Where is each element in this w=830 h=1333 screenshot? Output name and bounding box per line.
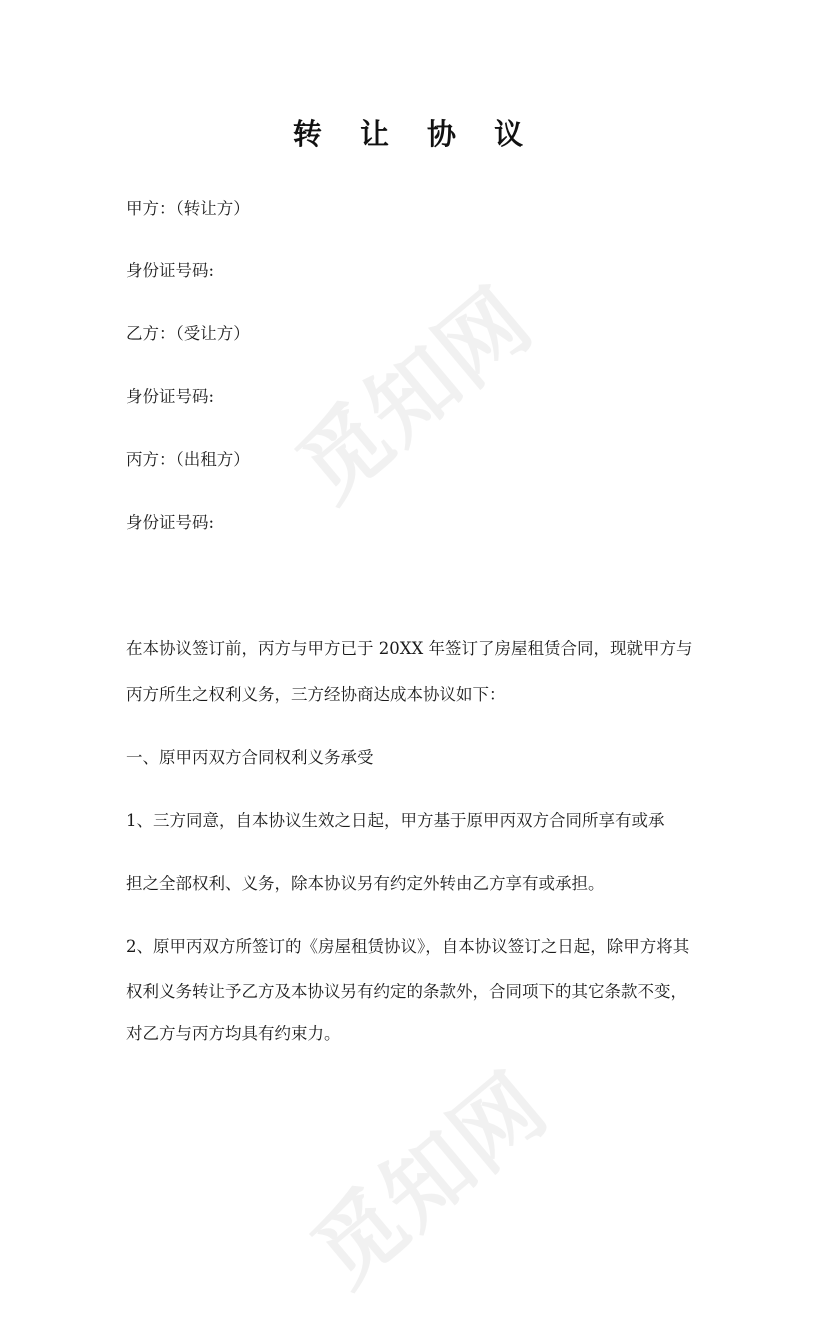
clause-2-line-1: 2、原甲丙双方所签订的《房屋租赁协议》，自本协议签订之日起，除甲方将其	[126, 937, 690, 956]
clause-1-line-2: 担之全部权利、义务，除本协议另有约定外转由乙方享有或承担。	[126, 874, 605, 893]
clause-1-line-1: 1、三方同意，自本协议生效之日起，甲方基于原甲丙双方合同所享有或承	[126, 811, 665, 830]
intro-paragraph-line-1: 在本协议签订前，丙方与甲方已于 20XX 年签订了房屋租赁合同，现就甲方与	[126, 639, 693, 658]
intro-paragraph-line-2: 丙方所生之权利义务，三方经协商达成本协议如下：	[126, 685, 506, 704]
party-c-id-label: 身份证号码:	[126, 513, 215, 532]
party-a-label: 甲方：（转让方）	[126, 199, 250, 218]
section-heading: 一、原甲丙双方合同权利义务承受	[126, 748, 374, 767]
party-b-label: 乙方：（受让方）	[126, 324, 250, 343]
party-c-label: 丙方：（出租方）	[126, 450, 250, 469]
clause-2-line-3: 对乙方与丙方均具有约束力。	[126, 1024, 341, 1043]
party-a-id-label: 身份证号码:	[126, 261, 215, 280]
watermark-bottom: 觅知网	[293, 1053, 567, 1306]
document-title: 转 让 协 议	[292, 117, 538, 151]
party-b-id-label: 身份证号码:	[126, 387, 215, 406]
clause-2-line-2: 权利义务转让予乙方及本协议另有约定的条款外，合同项下的其它条款不变，	[126, 982, 687, 1001]
watermark: 觅知网	[278, 268, 552, 521]
